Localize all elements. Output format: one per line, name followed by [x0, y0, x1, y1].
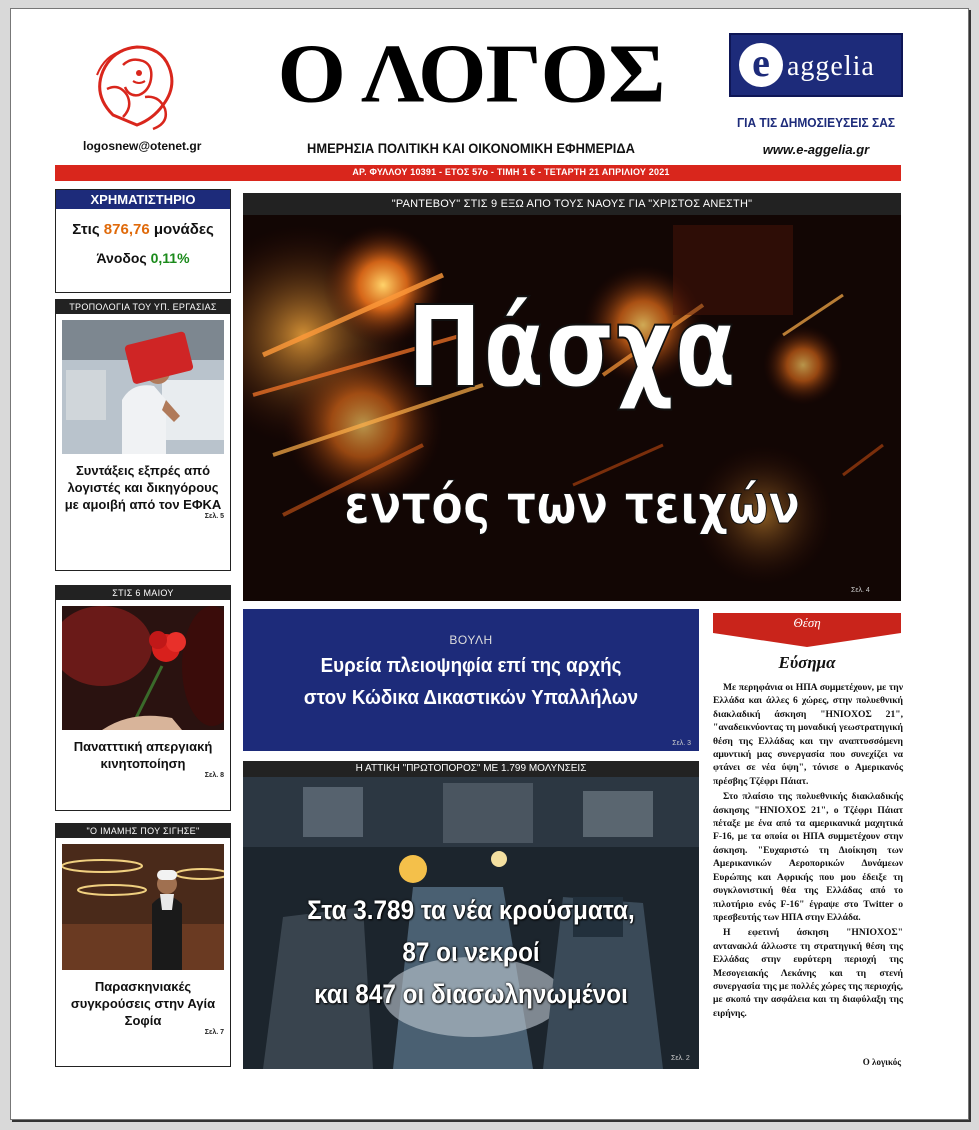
side-story-kicker: ΣΤΙΣ 6 ΜΑΙΟΥ [56, 586, 230, 600]
opinion-signature: Ο λογικός [862, 1057, 901, 1067]
covid-kicker: Η ΑΤΤΙΚΗ "ΠΡΩΤΟΠΟΡΟΣ" ΜΕ 1.799 ΜΟΛΥΝΣΕΙΣ [243, 761, 699, 777]
side-story-page: Σελ. 5 [204, 513, 224, 520]
eaggelia-tagline: ΓΙΑ ΤΙΣ ΔΗΜΟΣΙΕΥΣΕΙΣ ΣΑΣ [736, 115, 896, 130]
newspaper-title: Ο ΛΟΓΟΣ [277, 28, 665, 121]
side-story-title: Παρασκηνιακές συγκρούσεις στην Αγία Σοφία [70, 979, 216, 1028]
issue-info: ΑΡ. ΦΥΛΛΟΥ 10391 - ΕΤΟΣ 57ο - ΤΙΜΗ 1 € - ΤΕΤΑΡΤΗ 21 ΑΠΡΙΛΙΟΥ 2021 [352, 167, 670, 177]
newspaper-front-page [10, 8, 969, 1120]
opinion-paragraph: Στο πλαίσιο της πολυεθνικής διακλαδικής άσκησης "ΗΝΙΟΧΟΣ 21", ο Τζέφρι Πάιατ πέταξε με ένα από τα αμερικανικά μαχητικά F-16, με τα οποία οι ΗΠΑ συμμετέχουν στην άσκηση. "Ευχαριστώ τη Διοίκηση των Αμερικανικών Αεροπορικών Δυνάμεων Ευρώπης και Αφρικής που μου έδειξε τη συγκλονιστική θέα της Ελλάδας από το πιλοτήριο ενός F-16" έγραψε στο Twitter ο πρεσβευτής των ΗΠΑ στην Ελλάδα. [713, 791, 903, 923]
lead-headline-main[interactable]: Πάσχα [407, 283, 737, 413]
parliament-title-line1: Ευρεία πλειοψηφία επί της αρχής [320, 655, 622, 677]
opinion-header: Θέση [713, 613, 901, 633]
opinion-body [713, 681, 903, 1022]
opinion-header-arrow [713, 633, 901, 647]
side-story-page: Σελ. 7 [204, 1029, 224, 1036]
covid-headline[interactable] [266, 889, 676, 1015]
newspaper-subtitle: ΗΜΕΡΗΣΙΑ ΠΟΛΙΤΙΚΗ ΚΑΙ ΟΙΚΟΝΟΜΙΚΗ ΕΦΗΜΕΡΙΔΑ [307, 140, 635, 156]
side-story-page: Σελ. 8 [204, 772, 224, 779]
eaggelia-ad-logo [729, 33, 903, 97]
side-story-kicker: ΤΡΟΠΟΛΟΓΙΑ ΤΟΥ ΥΠ. ΕΡΓΑΣΙΑΣ [56, 300, 230, 314]
parliament-page: Σελ. 3 [672, 740, 691, 747]
eaggelia-url: www.e-aggelia.gr [762, 142, 870, 157]
stock-market-box [55, 189, 231, 293]
side-story-pensions[interactable] [55, 299, 231, 571]
parliament-label: ΒΟΥΛΗ [449, 633, 493, 647]
side-story-kicker: "Ο ΙΜΑΜΗΣ ΠΟΥ ΣΙΓΗΣΕ" [56, 824, 230, 838]
side-story-strike[interactable] [55, 585, 231, 811]
covid-line-1: Στα 3.789 τα νέα κρούσματα, [307, 895, 635, 925]
opinion-title: Εύσημα [778, 653, 836, 672]
stock-points: Στις 876,76 μονάδες [72, 221, 214, 238]
opinion-paragraph: Η εφετινή άσκηση "ΗΝΙΟΧΟΣ" αντανακλά άλλωστε τη στρατηγική θέση της Ελλάδας στην ευρύτερη περιοχή της Μεσογειακής Λεκάνης και τη στενή συνεργασία της με πολλές χώρες της περιοχής, με σκοπό την ασφάλεια και τη διαφύλαξη της ειρήνης. [713, 927, 903, 1019]
side-story-title: Συντάξεις εξπρές από λογιστές και δικηγόρους με αμοιβή από τον ΕΦΚΑ [64, 463, 222, 512]
side-story-photo [62, 320, 224, 454]
lead-kicker: "ΡΑΝΤΕΒΟΥ" ΣΤΙΣ 9 ΕΞΩ ΑΠΟ ΤΟΥΣ ΝΑΟΥΣ ΓΙΑ "ΧΡΙΣΤΟΣ ΑΝΕΣΤΗ" [243, 193, 901, 215]
stock-header: ΧΡΗΜΑΤΙΣΤΗΡΙΟ [56, 190, 230, 209]
lead-headline-sub[interactable]: εντός των τειχών [343, 473, 801, 536]
covid-line-2: 87 οι νεκροί [402, 937, 540, 967]
eaggelia-name: aggelia [787, 51, 875, 82]
side-story-photo [62, 844, 224, 970]
eaggelia-e-glyph: e [739, 43, 783, 87]
side-story-photo [62, 606, 224, 730]
opinion-paragraph: Με περηφάνια οι ΗΠΑ συμμετέχουν, με την Ελλάδα και άλλες 6 χώρες, στην πολυεθνική διακλαδική άσκηση "ΗΝΙΟΧΟΣ 21", "αναδεικνύοντας τη μοναδική γεωστρατηγική θέση της Ελλάδας και την αναπτυσσόμενη αμυντική μας συνεργασία που συνεχίζει να φτάνει σε νέα ύψη", τόνισε ο Αμερικανός πρέσβης Τζέφρι Πάιατ. [713, 682, 903, 787]
covid-page: Σελ. 2 [671, 1055, 690, 1062]
covid-line-3: και 847 οι διασωληνωμένοι [314, 979, 628, 1009]
side-story-hagia-sophia[interactable] [55, 823, 231, 1067]
side-story-title: Πανατττική απεργιακή κινητοποίηση [73, 739, 213, 771]
contact-email: logosnew@otenet.gr [83, 139, 202, 153]
logo-illustration [83, 35, 191, 135]
lead-page: Σελ. 4 [851, 587, 870, 594]
parliament-title-line2: στον Κώδικα Δικαστικών Υπαλλήλων [303, 687, 639, 709]
stock-change: Άνοδος 0,11% [96, 250, 190, 266]
parliament-story[interactable] [243, 609, 699, 751]
